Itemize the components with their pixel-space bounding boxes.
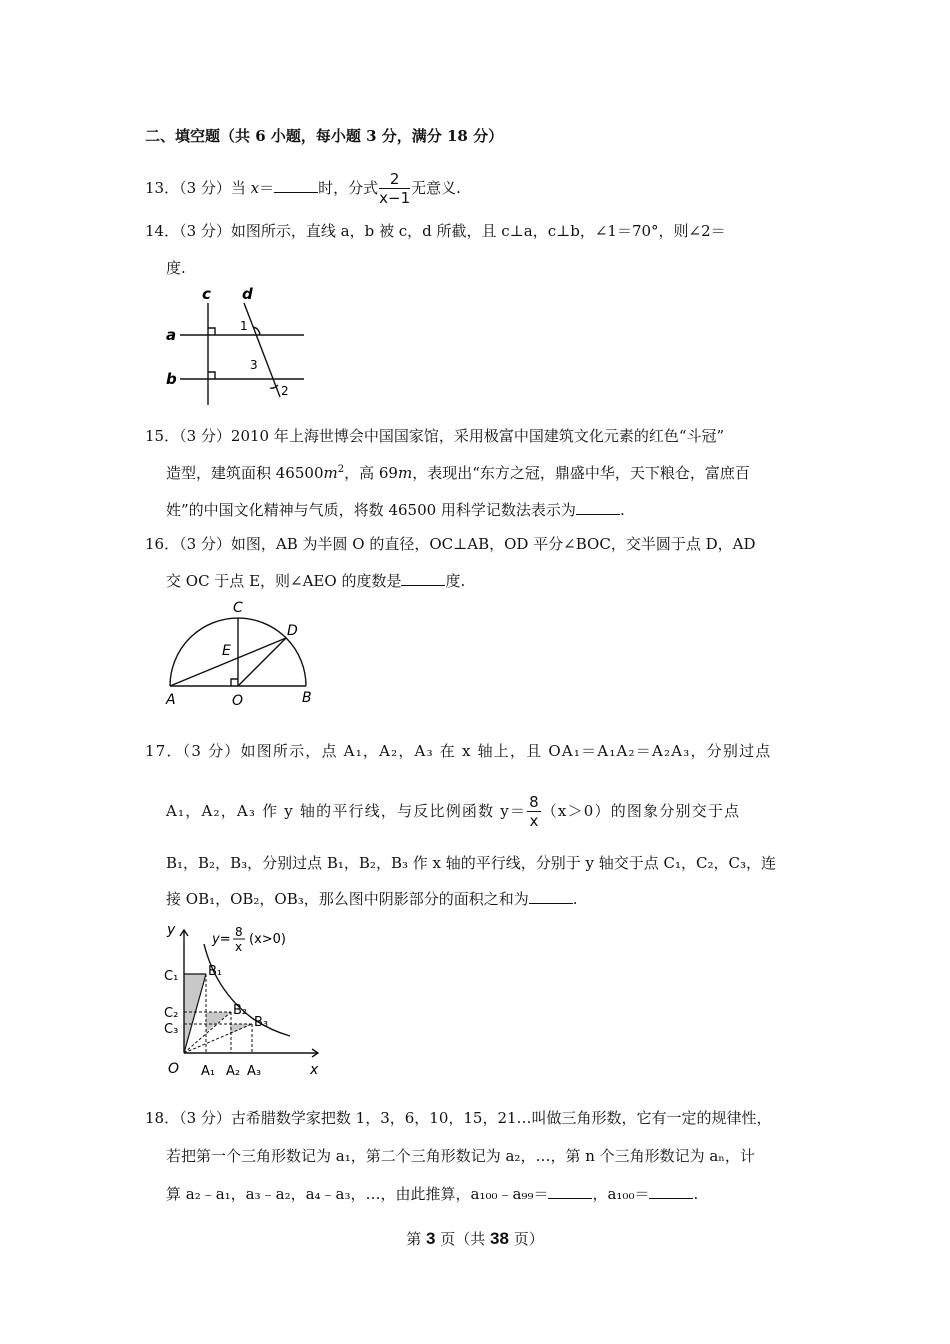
footer-pre: 第: [406, 1230, 427, 1248]
right-angle-mark-O: [231, 679, 238, 686]
q17-line4-end: .: [572, 890, 578, 908]
q13-frac-num: 2: [379, 172, 410, 189]
label-a: a: [166, 326, 177, 344]
footer-page-number: 3: [426, 1229, 436, 1248]
y-axis-label: y: [167, 922, 176, 938]
q18-line3a: 算 a₂﹣a₁，a₃﹣a₂，a₄﹣a₃，…，由此推算，a₁₀₀﹣a₉₉＝: [166, 1185, 549, 1203]
label-A1: A₁: [201, 1064, 216, 1079]
q13-fraction: [379, 172, 410, 206]
label-c: c: [202, 285, 211, 303]
label-A: A: [166, 692, 176, 708]
question-13: [145, 172, 461, 206]
q16-figure: [160, 598, 325, 710]
q18-line2: 若把第一个三角形数记为 a₁，第二个三角形数记为 a₂，…，第 n 个三角形数记为 aₙ，计: [166, 1147, 755, 1165]
label-D: D: [287, 623, 298, 639]
q15-line2a: 造型，建筑面积 46500: [166, 464, 324, 482]
q15-line3-text: 姓”的中国文化精神与气质，将数 46500 用科学记数法表示为: [166, 501, 576, 519]
q13-suffix: 无意义.: [411, 179, 461, 197]
label-C1: C₁: [164, 969, 179, 984]
q15-unit2: m: [397, 464, 413, 482]
q17-line2: [166, 795, 740, 829]
label-C: C: [233, 600, 243, 616]
q13-var: x: [250, 179, 260, 197]
label-B: B: [302, 690, 312, 706]
q17-line4: [166, 888, 578, 909]
label-O: O: [232, 693, 244, 709]
q17-line3: B₁，B₂，B₃，分别过点 B₁，B₂，B₃ 作 x 轴的平行线，分别于 y 轴交于点 C₁，C₂，C₃，连: [166, 854, 777, 872]
q13-after-blank: 时，分式: [318, 179, 379, 197]
angle-3-label: 3: [250, 358, 258, 372]
q17-frac-den: x: [529, 812, 539, 830]
q18-line3: [166, 1183, 698, 1204]
q16-line2-text: 交 OC 于点 E，则∠AEO 的度数是: [166, 572, 402, 590]
q18-line1: 18．（3 分）古希腊数学家把数 1，3，6，10，15，21…叫做三角形数，它有一定的规律性，: [145, 1109, 772, 1127]
footer-mid: 页（共: [435, 1230, 491, 1248]
q17-line4-text: 接 OB₁，OB₂，OB₃，那么图中阴影部分的面积之和为: [166, 890, 529, 908]
segment-OB3: [184, 1024, 252, 1053]
page-footer: [0, 1228, 950, 1249]
q13-eq: ＝: [259, 179, 275, 197]
label-b: b: [166, 370, 177, 388]
q17-frac-num: 8: [529, 793, 539, 811]
q15-line2c: ，表现出“东方之冠，鼎盛中华，天下粮仓，富庶百: [412, 464, 750, 482]
footer-post: 页）: [508, 1230, 544, 1248]
q13-answer-blank[interactable]: [274, 178, 318, 193]
label-B2: B₂: [233, 1003, 248, 1018]
q17-figure: [160, 918, 330, 1083]
label-C3: C₃: [164, 1022, 179, 1037]
q17-answer-blank[interactable]: [529, 889, 573, 904]
label-A2: A₂: [226, 1064, 241, 1079]
q15-line1: 15．（3 分）2010 年上海世博会中国国家馆，采用极富中国建筑文化元素的红色“斗冠”: [145, 427, 725, 445]
footer-total-pages: 38: [490, 1229, 509, 1248]
q18-line3b: ，a₁₀₀＝: [592, 1185, 650, 1203]
q15-line3-end: .: [619, 501, 625, 519]
x-axis-label: x: [310, 1062, 319, 1078]
label-A3: A₃: [247, 1064, 262, 1079]
function-cond: (x>0): [249, 932, 287, 947]
q17-line2b: （x＞0）的图象分别交于点: [541, 802, 741, 820]
function-den: x: [235, 940, 243, 954]
q13-prefix: 13．（3 分）当: [145, 179, 251, 197]
line-d: [244, 303, 280, 397]
q15-unit: m: [323, 464, 338, 482]
angle-2-label: 2: [281, 384, 289, 398]
q16-answer-blank[interactable]: [401, 571, 445, 586]
q15-sup: 2: [337, 464, 345, 475]
function-num: 8: [235, 925, 243, 939]
q18-answer-blank-1[interactable]: [548, 1184, 592, 1199]
q17-fraction: [527, 795, 541, 829]
q16-line2-end: 度.: [445, 572, 466, 590]
q13-frac-den: x−1: [379, 189, 411, 207]
angle-1-label: 1: [240, 319, 248, 333]
origin-label: O: [168, 1061, 180, 1077]
q18-answer-blank-2[interactable]: [649, 1184, 693, 1199]
label-C2: C₂: [164, 1006, 179, 1021]
right-angle-mark-a: [208, 328, 215, 335]
label-E: E: [222, 643, 231, 659]
q15-line2: [166, 462, 750, 483]
q17-line1: 17．（3 分）如图所示，点 A₁，A₂，A₃ 在 x 轴上，且 OA₁＝A₁A₂＝A₂A₃，分别过点: [145, 742, 772, 760]
label-d: d: [242, 285, 253, 303]
q15-line2b: ，高 69: [344, 464, 398, 482]
q15-answer-blank[interactable]: [576, 500, 620, 515]
q14-line1: 14．（3 分）如图所示，直线 a，b 被 c，d 所截，且 c⊥a，c⊥b，∠1＝70°，则∠2＝: [145, 222, 726, 240]
q14-figure: [160, 285, 310, 410]
q14-line2: 度.: [166, 259, 186, 277]
label-B1: B₁: [208, 964, 223, 979]
function-label: y=: [212, 932, 231, 947]
q16-line1: 16．（3 分）如图，AB 为半圆 O 的直径，OC⊥AB，OD 平分∠BOC，交半圆于点 D，AD: [145, 535, 756, 553]
q15-line3: [166, 499, 625, 520]
segment-OD: [238, 638, 286, 686]
right-angle-mark-b: [208, 372, 215, 379]
q18-line3-end: .: [693, 1185, 699, 1203]
label-B3: B₃: [254, 1015, 269, 1030]
q17-line2a: A₁，A₂，A₃ 作 y 轴的平行线，与反比例函数 y＝: [166, 802, 527, 820]
section-title: 二、填空题（共 6 小题，每小题 3 分，满分 18 分）: [145, 127, 504, 145]
q16-line2: [166, 570, 465, 591]
